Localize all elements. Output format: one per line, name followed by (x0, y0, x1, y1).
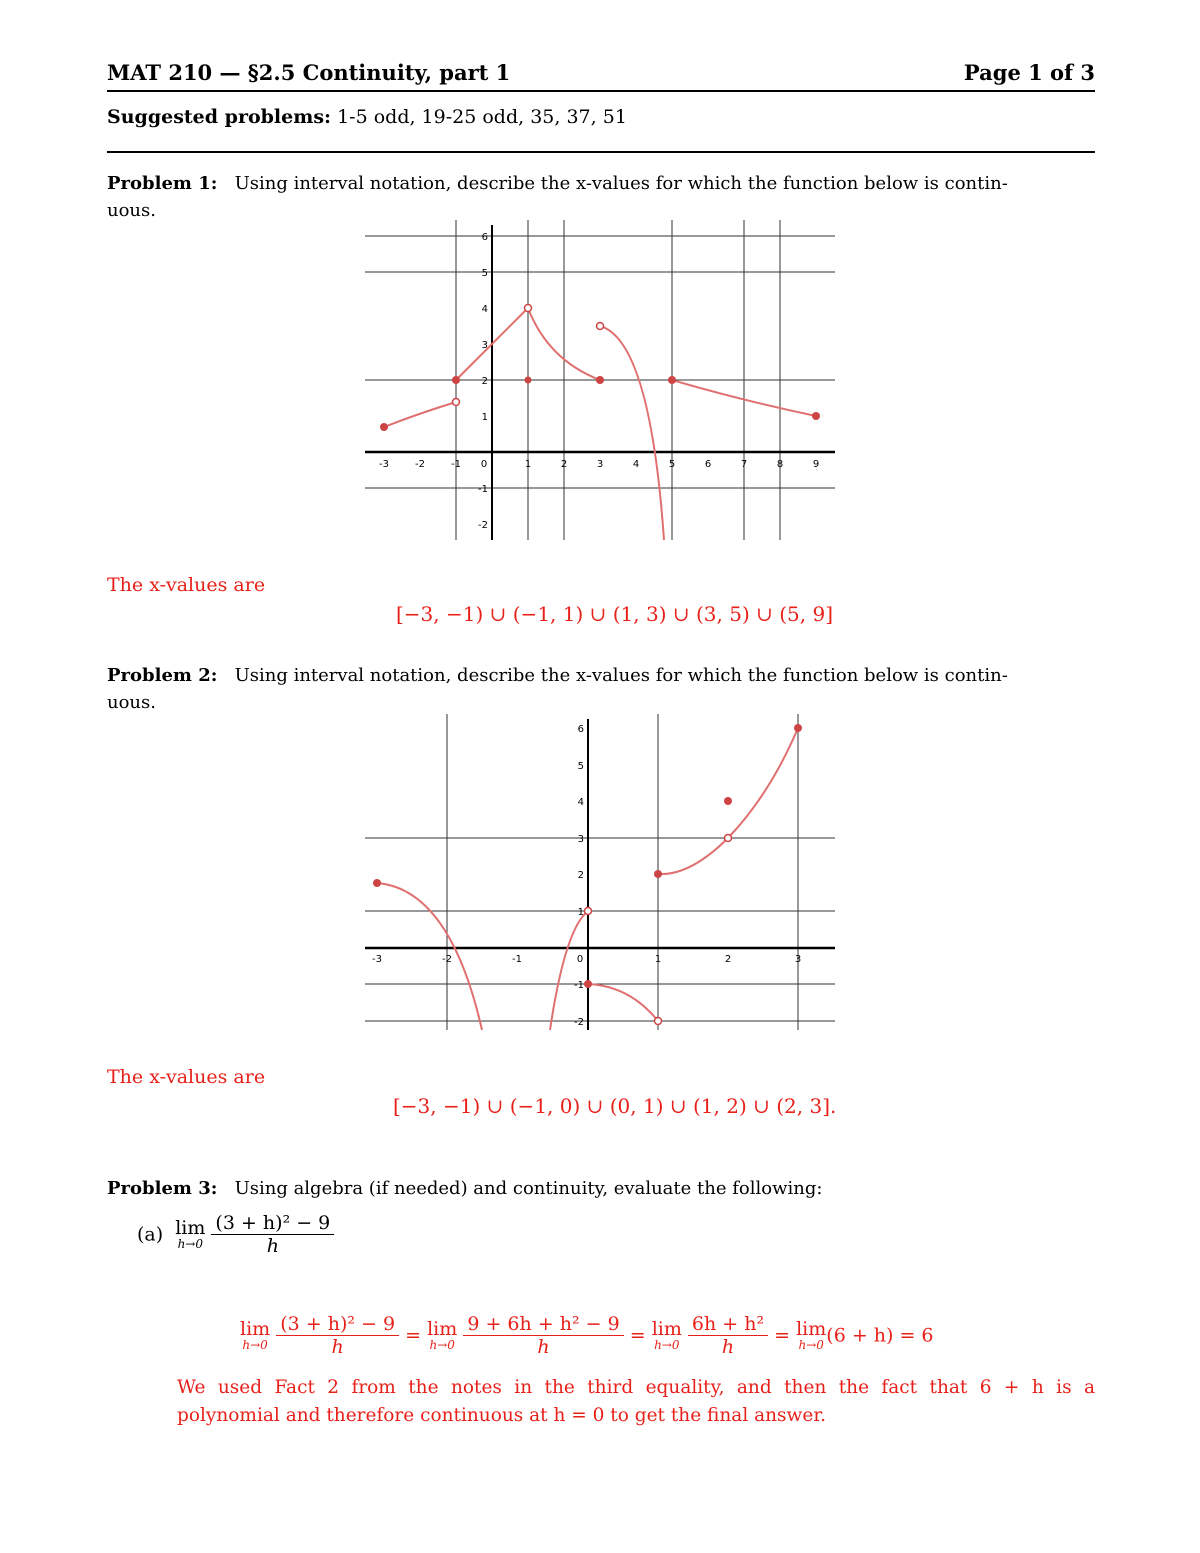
x-tick: 1 (654, 954, 662, 965)
y-tick: -1 (478, 484, 488, 495)
limit-fraction (211, 1212, 334, 1257)
limit-operator: lim h→0 (796, 1318, 827, 1352)
problem-1-graph (360, 220, 840, 542)
final-result: (6 + h) = 6 (826, 1324, 934, 1347)
x-tick: 3 (596, 459, 604, 470)
curve-segment (658, 838, 728, 874)
header-rule (107, 90, 1095, 92)
suggested-label: Suggested problems: (107, 106, 332, 128)
problem-2-graph (360, 714, 840, 1032)
explanation-line: We used Fact 2 from the notes in the third equality, and then the fact that 6 + h is a (177, 1377, 1095, 1398)
document-title: MAT 210 — §2.5 Continuity, part 1 (107, 60, 511, 85)
x-tick: -1 (451, 459, 461, 470)
problem-3a-solution (240, 1313, 934, 1358)
x-tick: 9 (812, 459, 820, 470)
limit-operator: lim h→0 (651, 1318, 682, 1352)
explanation-line: polynomial and therefore continuous at h = 0 to get the final answer. (177, 1405, 827, 1426)
closed-point (724, 797, 732, 805)
closed-point (452, 376, 460, 384)
y-tick: 3 (577, 834, 584, 845)
y-tick: 6 (577, 724, 584, 735)
equals-sign: = (774, 1324, 791, 1347)
x-tick: 1 (524, 459, 532, 470)
curve-segment (550, 911, 588, 1030)
x-tick: 0 (576, 954, 584, 965)
curve-segment (588, 984, 658, 1021)
curve-segment (384, 402, 456, 427)
y-tick: 1 (577, 907, 584, 918)
x-tick: -2 (415, 459, 425, 470)
curve-segment (728, 728, 798, 838)
x-tick: -2 (442, 954, 452, 965)
problem-3a (137, 1212, 334, 1257)
y-tick: 4 (481, 304, 488, 315)
x-tick: 7 (740, 459, 748, 470)
x-tick: 2 (560, 459, 568, 470)
problem-2-label: Problem 2: (107, 665, 218, 686)
problem-2-text-cont: uous. (107, 692, 156, 713)
y-tick: 2 (577, 870, 584, 881)
x-tick: 8 (776, 459, 784, 470)
open-point (525, 305, 532, 312)
suggested-value: 1-5 odd, 19-25 odd, 35, 37, 51 (337, 106, 627, 128)
closed-point (668, 376, 676, 384)
solution-fraction-1: $\frac{\text{(3 + h)² − 9}}{h}$ (276, 1313, 399, 1358)
closed-point (373, 879, 381, 887)
y-tick: 2 (481, 376, 488, 387)
problem-2-statement (107, 662, 1095, 716)
x-tick: -1 (512, 954, 522, 965)
closed-point (380, 423, 388, 431)
fraction-numerator: (3 + h)² − 9 (211, 1212, 334, 1235)
open-point (655, 1018, 662, 1025)
problem-3-label: Problem 3: (107, 1178, 218, 1199)
x-tick: -3 (372, 954, 382, 965)
open-point (585, 908, 592, 915)
problem-1-statement (107, 170, 1095, 224)
closed-point (654, 870, 662, 878)
x-tick: 4 (632, 459, 640, 470)
y-tick: -1 (574, 980, 584, 991)
closed-point (584, 980, 592, 988)
equals-sign: = (405, 1324, 422, 1347)
solution-fraction-2: $\frac{\text{9 + 6h + h² − 9}}{h}$ (463, 1313, 623, 1358)
problem-2-answer-intro: The x-values are (107, 1066, 266, 1088)
problem-1-answer-intro: The x-values are (107, 574, 266, 596)
page-number: Page 1 of 3 (963, 60, 1095, 85)
problem-2-text: Using interval notation, describe the x-values for which the function below is contin- (234, 665, 1008, 686)
closed-point (812, 412, 820, 420)
section-rule (107, 151, 1095, 153)
y-tick: 5 (577, 761, 584, 772)
problem-2-answer: [−3, −1) ∪ (−1, 0) ∪ (0, 1) ∪ (1, 2) ∪ (2, 3]. (393, 1094, 837, 1118)
y-tick: 5 (481, 268, 488, 279)
x-tick: 3 (794, 954, 802, 965)
suggested-problems (107, 106, 627, 128)
x-tick: 6 (704, 459, 712, 470)
limit-operator (175, 1219, 205, 1250)
closed-point (794, 724, 802, 732)
open-point (453, 399, 460, 406)
curve-segment (600, 326, 664, 540)
problem-1-text-cont: uous. (107, 200, 156, 221)
x-tick: 2 (724, 954, 732, 965)
problem-3a-explanation (177, 1374, 1095, 1430)
y-tick: 4 (577, 797, 584, 808)
limit-operator: lim h→0 (240, 1318, 271, 1352)
solution-fraction-3: $\frac{\text{6h + h²}}{h}$ (688, 1313, 768, 1358)
problem-1-answer: [−3, −1) ∪ (−1, 1) ∪ (1, 3) ∪ (3, 5) ∪ (5, 9] (396, 602, 834, 626)
closed-point (596, 376, 604, 384)
x-tick: -3 (379, 459, 389, 470)
y-tick: -2 (574, 1017, 584, 1028)
y-tick: -2 (478, 520, 488, 531)
y-tick: 3 (481, 340, 488, 351)
open-point (597, 323, 604, 330)
lim-text: lim (175, 1217, 206, 1239)
lim-subscript: h→0 (177, 1237, 203, 1251)
problem-1-label: Problem 1: (107, 173, 218, 194)
closed-point (525, 377, 532, 384)
problem-1-text: Using interval notation, describe the x-values for which the function below is contin- (234, 173, 1008, 194)
curve-segment (377, 883, 482, 1030)
x-tick: 5 (668, 459, 676, 470)
part-a-label: (a) (137, 1223, 164, 1246)
y-tick: 1 (481, 412, 488, 423)
y-tick: 6 (481, 232, 488, 243)
page-header (107, 60, 1095, 90)
open-point (725, 835, 732, 842)
limit-operator: lim h→0 (427, 1318, 458, 1352)
x-tick: 0 (480, 459, 488, 470)
problem-3-statement (107, 1175, 1095, 1202)
equals-sign: = (629, 1324, 646, 1347)
problem-3-text: Using algebra (if needed) and continuity, evaluate the following: (234, 1178, 823, 1199)
fraction-denominator: h (266, 1235, 279, 1257)
